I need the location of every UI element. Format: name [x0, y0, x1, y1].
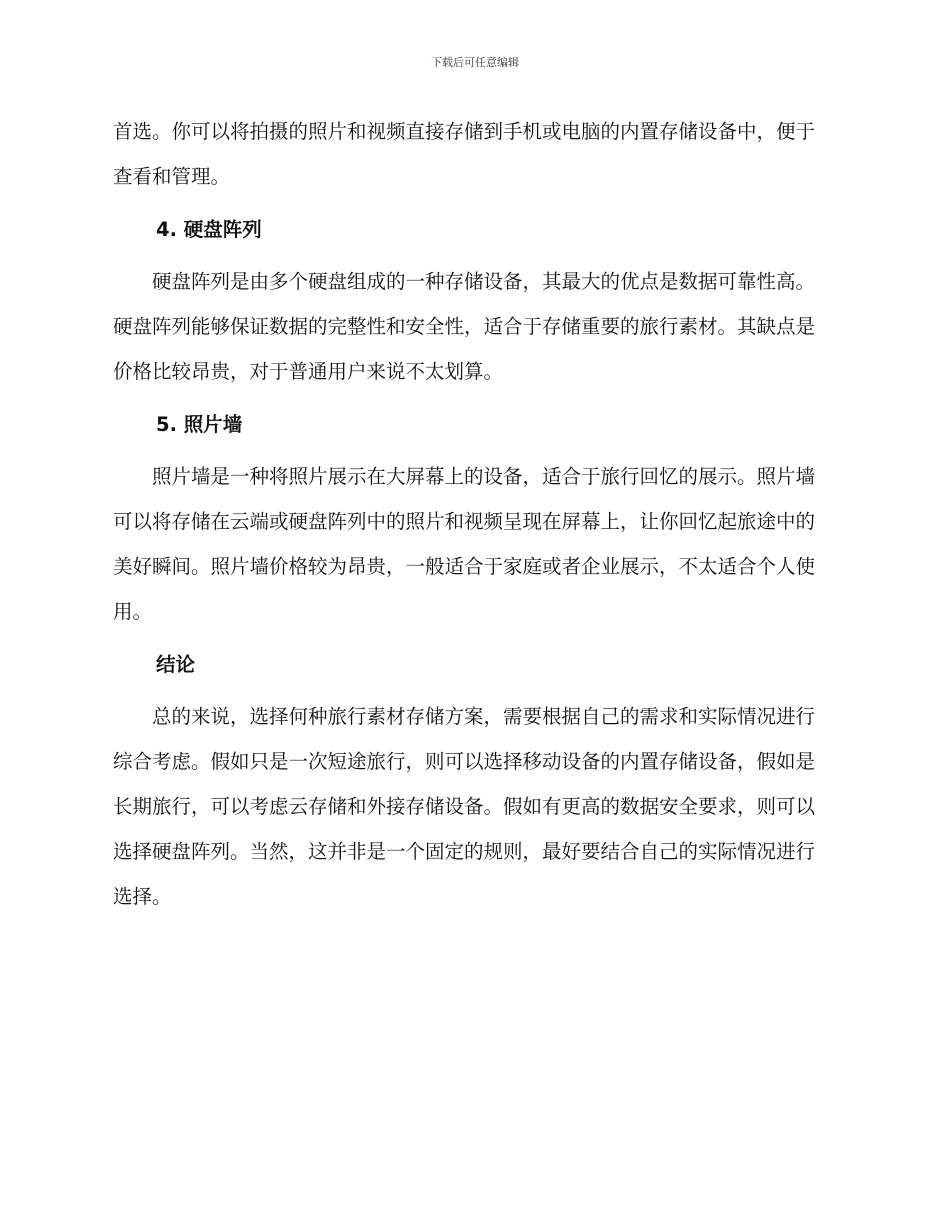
- heading-conclusion: 结论: [156, 653, 196, 676]
- heading-photo-wall: 5. 照片墙: [156, 413, 243, 436]
- page-header: 下载后可任意编辑: [431, 56, 519, 69]
- document-body: [113, 109, 833, 919]
- heading-raid: 4. 硬盘阵列: [156, 218, 262, 241]
- paragraph-conclusion: 总的来说，选择何种旅行素材存储方案，需要根据自己的需求和实际情况进行综合考虑。假如只是一次短途旅行，则可以选择移动设备的内置存储设备，假如是长期旅行，可以考虑云存储和外接存储设备。假如有更高的数据安全要求，则可以选择硬盘阵列。当然，这并非是一个固定的规则，最好要结合自己的实际情况进行选择。: [113, 705, 816, 908]
- paragraph-storage-intro: 首选。你可以将拍摄的照片和视频直接存储到手机或电脑的内置存储设备中，便于查看和管理。: [113, 120, 816, 188]
- paragraph-raid: 硬盘阵列是由多个硬盘组成的一种存储设备，其最大的优点是数据可靠性高。硬盘阵列能够保证数据的完整性和安全性，适合于存储重要的旅行素材。其缺点是价格比较昂贵，对于普通用户来说不太划算。: [113, 270, 816, 383]
- paragraph-photo-wall: 照片墙是一种将照片展示在大屏幕上的设备，适合于旅行回忆的展示。照片墙可以将存储在云端或硬盘阵列中的照片和视频呈现在屏幕上，让你回忆起旅途中的美好瞬间。照片墙价格较为昂贵，一般适合于家庭或者企业展示，不太适合个人使用。: [113, 465, 816, 623]
